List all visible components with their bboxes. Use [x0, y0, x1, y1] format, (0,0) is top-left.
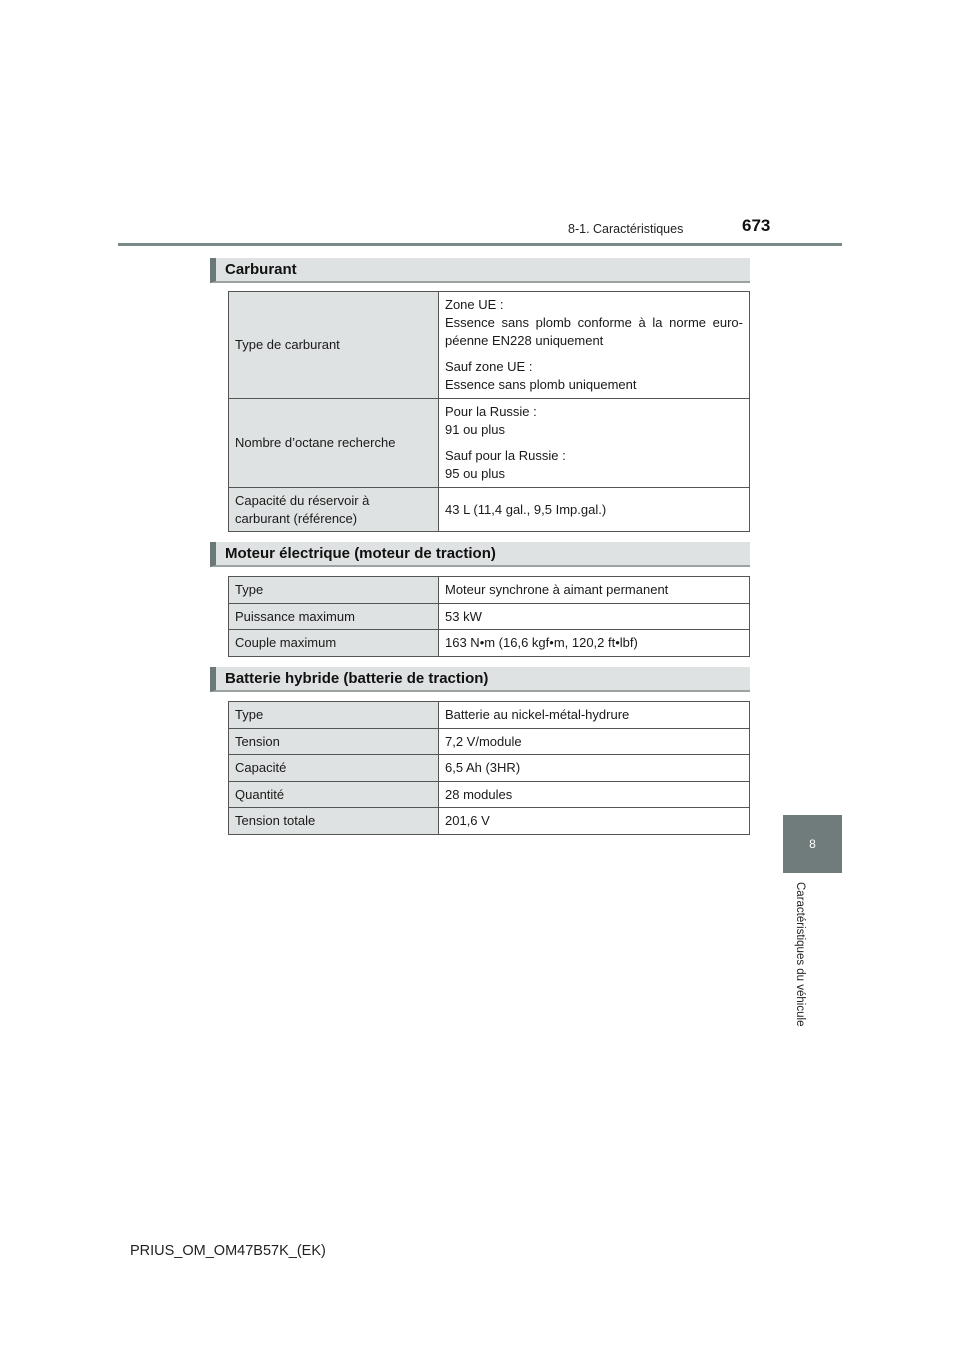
value-paragraph: [445, 358, 743, 394]
row-label: Puissance maximum: [229, 604, 439, 630]
battery-spec-table: [228, 701, 750, 835]
row-label: Type: [229, 577, 439, 604]
table-row: [229, 292, 750, 399]
row-label: Tension totale: [229, 808, 439, 835]
row-label: Couple maximum: [229, 630, 439, 657]
row-label: Quantité: [229, 782, 439, 808]
section-title-moteur: Moteur électrique (moteur de traction): [210, 542, 750, 567]
row-value: 53 kW: [439, 604, 750, 630]
value-line: 91 ou plus: [445, 422, 505, 437]
fuel-spec-table: [228, 291, 750, 532]
row-label: Tension: [229, 729, 439, 755]
label-line: Capacité du réservoir à: [235, 492, 370, 508]
value-paragraph: [445, 296, 743, 350]
row-label: [229, 488, 439, 532]
row-value: 7,2 V/module: [439, 729, 750, 755]
section-title-carburant: Carburant: [210, 258, 750, 283]
value-line: Zone UE :: [445, 297, 504, 312]
row-label: Nombre d’octane recherche: [229, 399, 439, 488]
page-number: 673: [742, 216, 771, 235]
value-paragraph: [445, 403, 743, 439]
table-row: [229, 755, 750, 782]
row-value: 163 N•m (16,6 kgf•m, 120,2 ft•lbf): [439, 630, 750, 657]
row-value: [439, 292, 750, 399]
value-line: Essence sans plomb conforme à la norme euro-péenne EN228 uniquement: [445, 315, 743, 348]
motor-spec-table: [228, 576, 750, 657]
table-row: [229, 399, 750, 488]
chapter-tab[interactable]: [783, 815, 842, 873]
table-row: [229, 630, 750, 657]
chapter-title: Caractéristiques du véhicule: [794, 882, 806, 1027]
row-value: [439, 399, 750, 488]
value-paragraph: [445, 447, 743, 483]
table-row: [229, 782, 750, 808]
table-row: [229, 577, 750, 604]
label-line: carburant (référence): [235, 510, 358, 526]
table-row: [229, 604, 750, 630]
header-section-title: 8-1. Caractéristiques: [568, 222, 684, 236]
value-line: 95 ou plus: [445, 466, 505, 481]
value-line: Sauf zone UE :: [445, 359, 533, 374]
table-row: [229, 488, 750, 532]
row-value: 6,5 Ah (3HR): [439, 755, 750, 782]
section-title-batterie: Batterie hybride (batterie de traction): [210, 667, 750, 692]
table-row: [229, 729, 750, 755]
row-value: Moteur synchrone à aimant permanent: [439, 577, 750, 604]
table-row: [229, 702, 750, 729]
value-line: Sauf pour la Russie :: [445, 448, 566, 463]
row-value: 28 modules: [439, 782, 750, 808]
value-line: Essence sans plomb uniquement: [445, 377, 637, 392]
row-value: 201,6 V: [439, 808, 750, 835]
row-label: Capacité: [229, 755, 439, 782]
row-value: 43 L (11,4 gal., 9,5 Imp.gal.): [439, 488, 750, 532]
row-value: Batterie au nickel-métal-hydrure: [439, 702, 750, 729]
header-divider: [118, 243, 842, 246]
table-row: [229, 808, 750, 835]
value-line: Pour la Russie :: [445, 404, 537, 419]
row-label: Type de carburant: [229, 292, 439, 399]
chapter-number: 8: [809, 837, 816, 851]
document-code: PRIUS_OM_OM47B57K_(EK): [130, 1243, 326, 1259]
row-label: Type: [229, 702, 439, 729]
